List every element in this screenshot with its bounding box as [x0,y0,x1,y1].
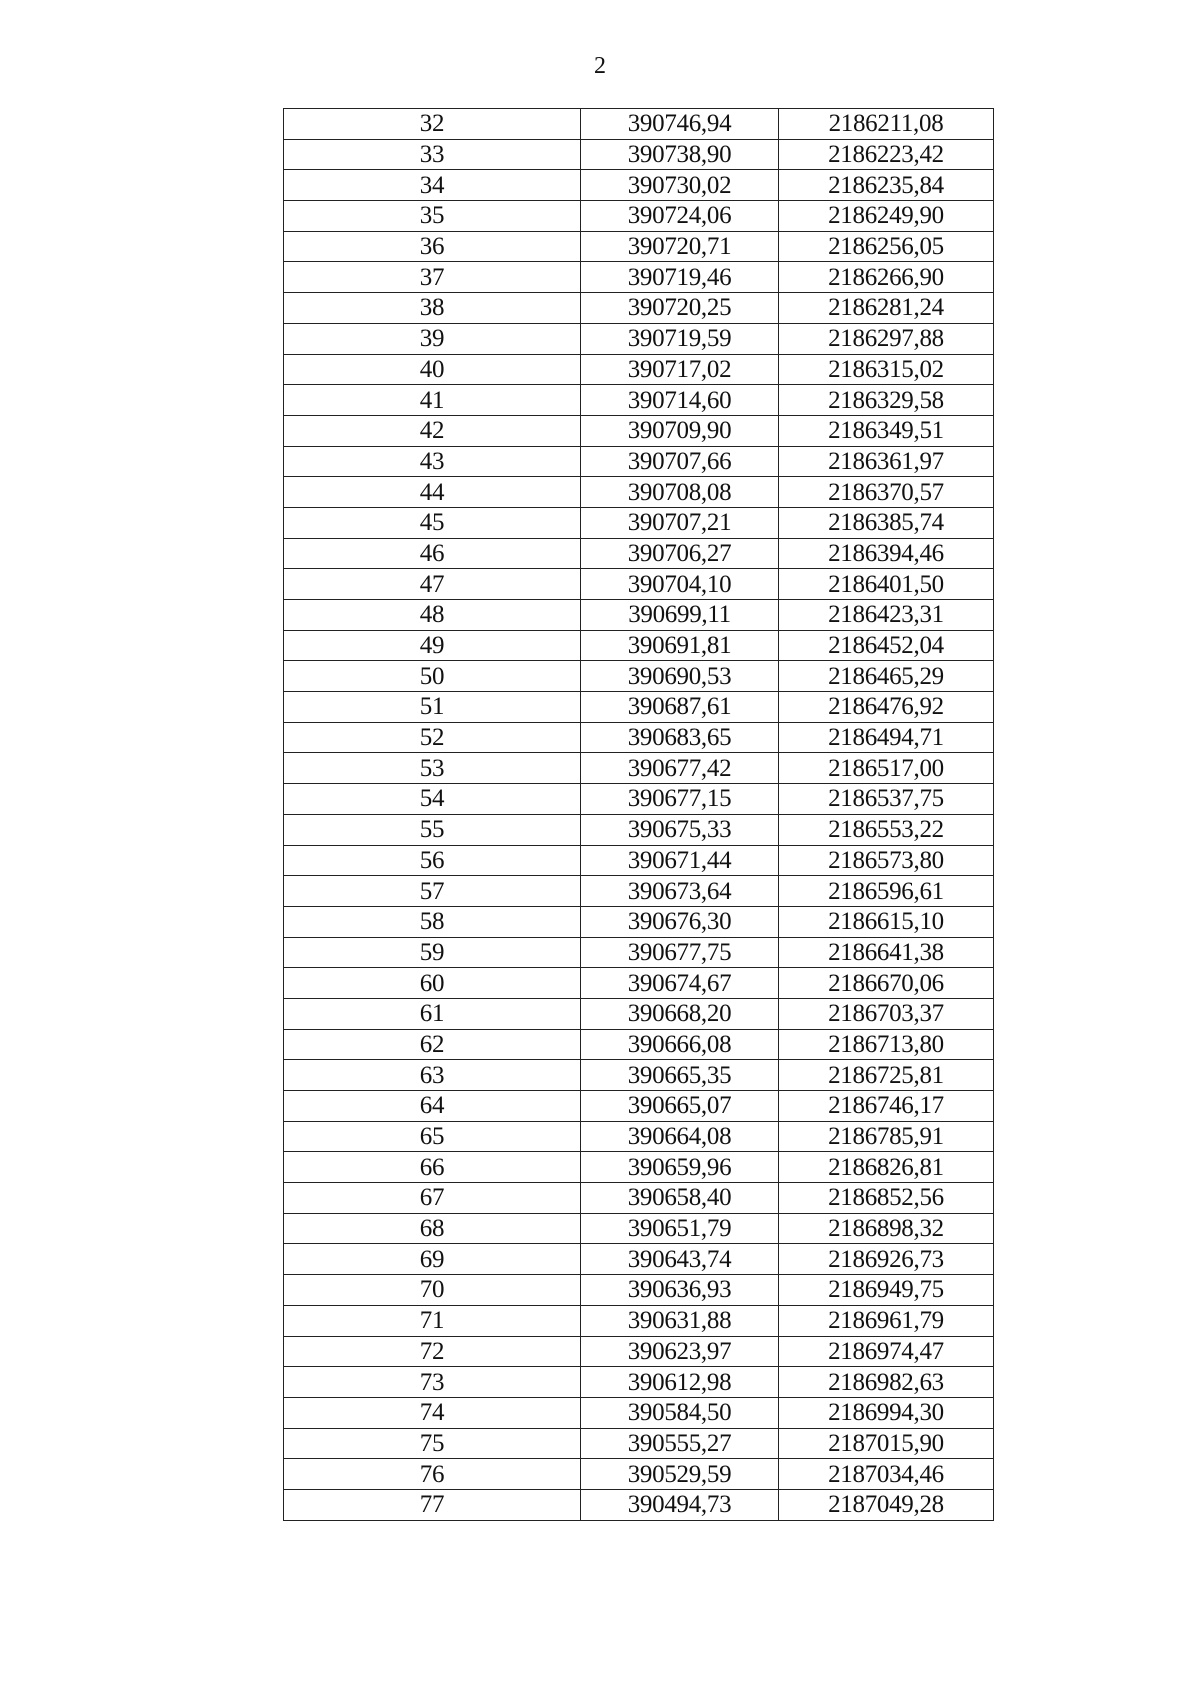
table-row [284,814,994,845]
table-row [284,1397,994,1428]
x-coordinate-cell: 390730,02 [581,170,779,201]
x-coordinate-cell: 390720,71 [581,231,779,262]
y-coordinate-cell: 2186974,47 [779,1336,994,1367]
y-coordinate-cell: 2186494,71 [779,722,994,753]
coordinates-table [283,108,994,1521]
point-number-cell: 45 [284,507,581,538]
table-row [284,201,994,232]
y-coordinate-cell: 2186949,75 [779,1275,994,1306]
table-row [284,753,994,784]
table-row [284,1459,994,1490]
point-number-cell: 49 [284,630,581,661]
x-coordinate-cell: 390687,61 [581,692,779,723]
x-coordinate-cell: 390555,27 [581,1428,779,1459]
x-coordinate-cell: 390529,59 [581,1459,779,1490]
y-coordinate-cell: 2186370,57 [779,477,994,508]
table-row [284,415,994,446]
y-coordinate-cell: 2186961,79 [779,1305,994,1336]
y-coordinate-cell: 2186713,80 [779,1029,994,1060]
x-coordinate-cell: 390659,96 [581,1152,779,1183]
y-coordinate-cell: 2186256,05 [779,231,994,262]
y-coordinate-cell: 2186423,31 [779,600,994,631]
x-coordinate-cell: 390673,64 [581,876,779,907]
point-number-cell: 36 [284,231,581,262]
y-coordinate-cell: 2186826,81 [779,1152,994,1183]
y-coordinate-cell: 2186297,88 [779,323,994,354]
y-coordinate-cell: 2186465,29 [779,661,994,692]
point-number-cell: 59 [284,937,581,968]
table-row [284,109,994,140]
table-row [284,477,994,508]
x-coordinate-cell: 390738,90 [581,139,779,170]
point-number-cell: 64 [284,1091,581,1122]
table-row [284,139,994,170]
y-coordinate-cell: 2186211,08 [779,109,994,140]
y-coordinate-cell: 2186596,61 [779,876,994,907]
table-row [284,538,994,569]
point-number-cell: 68 [284,1213,581,1244]
point-number-cell: 67 [284,1183,581,1214]
table-row [284,968,994,999]
point-number-cell: 53 [284,753,581,784]
y-coordinate-cell: 2186641,38 [779,937,994,968]
x-coordinate-cell: 390665,07 [581,1091,779,1122]
table-row [284,1489,994,1520]
table-row [284,354,994,385]
x-coordinate-cell: 390707,66 [581,446,779,477]
point-number-cell: 74 [284,1397,581,1428]
table-row [284,507,994,538]
x-coordinate-cell: 390714,60 [581,385,779,416]
y-coordinate-cell: 2186517,00 [779,753,994,784]
x-coordinate-cell: 390643,74 [581,1244,779,1275]
point-number-cell: 47 [284,569,581,600]
y-coordinate-cell: 2186401,50 [779,569,994,600]
table-row [284,784,994,815]
point-number-cell: 65 [284,1121,581,1152]
y-coordinate-cell: 2186249,90 [779,201,994,232]
point-number-cell: 48 [284,600,581,631]
table-row [284,293,994,324]
y-coordinate-cell: 2186703,37 [779,998,994,1029]
table-row [284,906,994,937]
y-coordinate-cell: 2186385,74 [779,507,994,538]
x-coordinate-cell: 390720,25 [581,293,779,324]
y-coordinate-cell: 2186994,30 [779,1397,994,1428]
x-coordinate-cell: 390664,08 [581,1121,779,1152]
y-coordinate-cell: 2186329,58 [779,385,994,416]
point-number-cell: 46 [284,538,581,569]
y-coordinate-cell: 2186725,81 [779,1060,994,1091]
table-row [284,1091,994,1122]
point-number-cell: 39 [284,323,581,354]
x-coordinate-cell: 390675,33 [581,814,779,845]
table-row [284,385,994,416]
y-coordinate-cell: 2186235,84 [779,170,994,201]
point-number-cell: 69 [284,1244,581,1275]
y-coordinate-cell: 2186553,22 [779,814,994,845]
point-number-cell: 38 [284,293,581,324]
table-row [284,170,994,201]
table-row [284,1336,994,1367]
y-coordinate-cell: 2186315,02 [779,354,994,385]
point-number-cell: 76 [284,1459,581,1490]
y-coordinate-cell: 2186926,73 [779,1244,994,1275]
point-number-cell: 66 [284,1152,581,1183]
y-coordinate-cell: 2186852,56 [779,1183,994,1214]
x-coordinate-cell: 390668,20 [581,998,779,1029]
point-number-cell: 72 [284,1336,581,1367]
x-coordinate-cell: 390717,02 [581,354,779,385]
y-coordinate-cell: 2186785,91 [779,1121,994,1152]
x-coordinate-cell: 390699,11 [581,600,779,631]
table-row [284,323,994,354]
table-row [284,692,994,723]
point-number-cell: 40 [284,354,581,385]
page-number: 2 [594,53,606,79]
y-coordinate-cell: 2186452,04 [779,630,994,661]
table-row [284,231,994,262]
x-coordinate-cell: 390671,44 [581,845,779,876]
point-number-cell: 54 [284,784,581,815]
y-coordinate-cell: 2186349,51 [779,415,994,446]
point-number-cell: 77 [284,1489,581,1520]
point-number-cell: 70 [284,1275,581,1306]
point-number-cell: 55 [284,814,581,845]
x-coordinate-cell: 390707,21 [581,507,779,538]
point-number-cell: 61 [284,998,581,1029]
y-coordinate-cell: 2187015,90 [779,1428,994,1459]
y-coordinate-cell: 2186281,24 [779,293,994,324]
point-number-cell: 52 [284,722,581,753]
x-coordinate-cell: 390674,67 [581,968,779,999]
point-number-cell: 71 [284,1305,581,1336]
point-number-cell: 42 [284,415,581,446]
point-number-cell: 41 [284,385,581,416]
x-coordinate-cell: 390631,88 [581,1305,779,1336]
table-row [284,262,994,293]
table-row [284,1275,994,1306]
y-coordinate-cell: 2186361,97 [779,446,994,477]
y-coordinate-cell: 2186573,80 [779,845,994,876]
y-coordinate-cell: 2186537,75 [779,784,994,815]
y-coordinate-cell: 2186266,90 [779,262,994,293]
point-number-cell: 51 [284,692,581,723]
x-coordinate-cell: 390584,50 [581,1397,779,1428]
table-row [284,1029,994,1060]
point-number-cell: 43 [284,446,581,477]
x-coordinate-cell: 390665,35 [581,1060,779,1091]
x-coordinate-cell: 390636,93 [581,1275,779,1306]
x-coordinate-cell: 390677,42 [581,753,779,784]
point-number-cell: 44 [284,477,581,508]
table-row [284,998,994,1029]
x-coordinate-cell: 390709,90 [581,415,779,446]
point-number-cell: 37 [284,262,581,293]
y-coordinate-cell: 2186615,10 [779,906,994,937]
table-row [284,1244,994,1275]
y-coordinate-cell: 2186746,17 [779,1091,994,1122]
table-row [284,1183,994,1214]
x-coordinate-cell: 390683,65 [581,722,779,753]
x-coordinate-cell: 390704,10 [581,569,779,600]
x-coordinate-cell: 390494,73 [581,1489,779,1520]
point-number-cell: 33 [284,139,581,170]
x-coordinate-cell: 390706,27 [581,538,779,569]
point-number-cell: 34 [284,170,581,201]
x-coordinate-cell: 390724,06 [581,201,779,232]
table-row [284,661,994,692]
point-number-cell: 58 [284,906,581,937]
y-coordinate-cell: 2186223,42 [779,139,994,170]
point-number-cell: 73 [284,1367,581,1398]
table-row [284,1060,994,1091]
x-coordinate-cell: 390691,81 [581,630,779,661]
point-number-cell: 57 [284,876,581,907]
table-row [284,1121,994,1152]
point-number-cell: 32 [284,109,581,140]
table-row [284,1152,994,1183]
x-coordinate-cell: 390690,53 [581,661,779,692]
point-number-cell: 60 [284,968,581,999]
point-number-cell: 50 [284,661,581,692]
y-coordinate-cell: 2187034,46 [779,1459,994,1490]
x-coordinate-cell: 390719,59 [581,323,779,354]
table-row [284,876,994,907]
table-row [284,630,994,661]
x-coordinate-cell: 390666,08 [581,1029,779,1060]
x-coordinate-cell: 390623,97 [581,1336,779,1367]
point-number-cell: 62 [284,1029,581,1060]
point-number-cell: 56 [284,845,581,876]
y-coordinate-cell: 2186982,63 [779,1367,994,1398]
point-number-cell: 35 [284,201,581,232]
x-coordinate-cell: 390658,40 [581,1183,779,1214]
y-coordinate-cell: 2186476,92 [779,692,994,723]
x-coordinate-cell: 390708,08 [581,477,779,508]
y-coordinate-cell: 2186670,06 [779,968,994,999]
x-coordinate-cell: 390651,79 [581,1213,779,1244]
x-coordinate-cell: 390676,30 [581,906,779,937]
table-row [284,1213,994,1244]
table-row [284,722,994,753]
y-coordinate-cell: 2186898,32 [779,1213,994,1244]
x-coordinate-cell: 390746,94 [581,109,779,140]
y-coordinate-cell: 2187049,28 [779,1489,994,1520]
table-row [284,569,994,600]
point-number-cell: 75 [284,1428,581,1459]
table-row [284,1305,994,1336]
table-row [284,446,994,477]
table-row [284,1428,994,1459]
x-coordinate-cell: 390719,46 [581,262,779,293]
table-row [284,845,994,876]
x-coordinate-cell: 390612,98 [581,1367,779,1398]
y-coordinate-cell: 2186394,46 [779,538,994,569]
coordinates-table-body [284,109,994,1521]
point-number-cell: 63 [284,1060,581,1091]
table-row [284,1367,994,1398]
table-row [284,937,994,968]
table-row [284,600,994,631]
x-coordinate-cell: 390677,75 [581,937,779,968]
x-coordinate-cell: 390677,15 [581,784,779,815]
